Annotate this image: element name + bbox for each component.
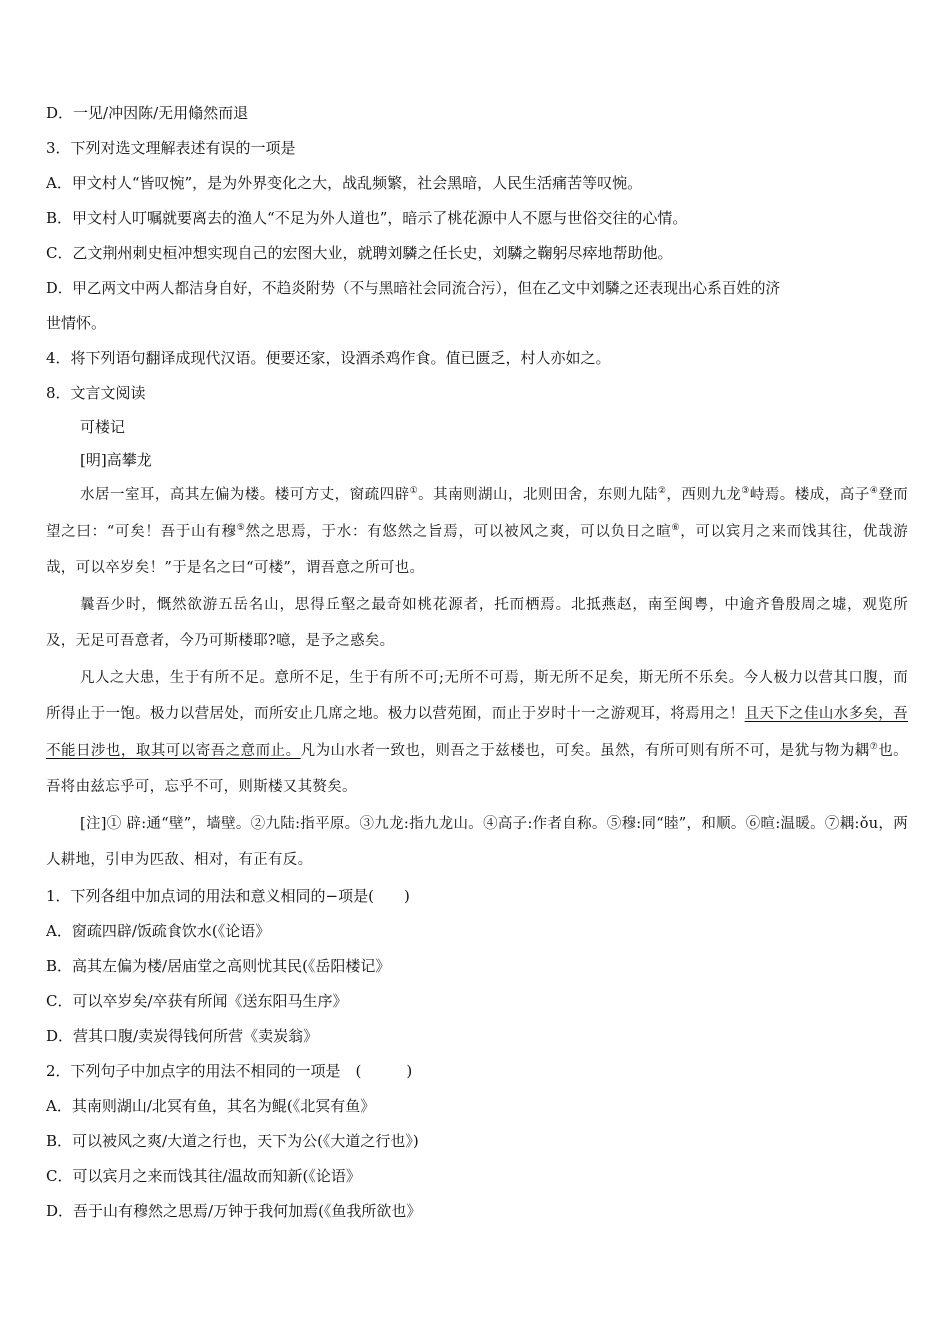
question-3-option-d-line2: 世情怀。 — [46, 314, 107, 332]
footnote-marker-4: ④ — [869, 486, 879, 497]
question-3-option-c: C．乙文荆州刺史桓冲想实现自己的宏图大业，就聘刘驎之任长史，刘驎之鞠躬尽瘁地帮助他。 — [46, 244, 673, 262]
p1-text-b: 。其南则湖山，北则田舍，东则九陆 — [418, 487, 658, 503]
question-4: 4．将下列语句翻译成现代汉语。便要还家，设酒杀鸡作食。值已匮乏，村人亦如之。 — [46, 349, 611, 367]
p1-text-a: 水居一室耳，高其左偏为楼。楼可方丈，窗疏四辟 — [80, 487, 410, 503]
p1-text-f: 然之思焉，于水：有悠然之旨焉，可以被风之爽，可以负日之暄 — [245, 523, 672, 540]
p3-text-a: 凡人之大患，生于有所不足。意所不足，生于有所不可;无所不可焉，斯无所不足矣，斯无所不乐矣。今人极力以营其口腹，而所得止于一饱。极力以营居处，而所安止几席之地。极力以营苑囿，而止于岁时十一之游观耳，将焉用之！ — [46, 669, 908, 722]
question-3-option-a: A．甲文村人“皆叹惋”，是为外界变化之大，战乱频繁，社会黑暗，人民生活痛苦等叹惋。 — [46, 174, 643, 192]
footnote-marker-7: ⑦ — [869, 741, 879, 752]
question-2-option-a: A．其南则湖山/北冥有鱼，其名为鲲(《北冥有鱼》 — [46, 1096, 376, 1115]
p1-text-g: ，可以宾月之来而饯其往，优哉游哉，可以卒岁矣！”于是名之曰“可楼”，谓吾意之所可也。 — [46, 523, 908, 576]
passage-paragraph-1 — [46, 477, 908, 587]
footnote-marker-1: ① — [409, 486, 419, 497]
footnote-marker-6: ⑥ — [671, 522, 681, 533]
document-page — [46, 96, 908, 1229]
p3-text-b: 凡为山水者一致也，则吾之于兹楼也，可矣。虽然，有所可则有所不可，是犹与物为耦 — [300, 742, 870, 759]
passage-title: 可楼记 — [80, 418, 126, 436]
footnote-marker-3: ③ — [741, 486, 750, 497]
passage-paragraph-3 — [46, 660, 908, 806]
p1-text-c: ，西则九龙 — [666, 487, 742, 503]
question-3-stem: 3．下列对选文理解表述有误的一项是 — [46, 139, 296, 157]
p1-text-d: 峙焉。楼成，高子 — [749, 487, 870, 503]
underlined-sentence: 且天下之佳山水多矣，吾不能日涉也，取其可以寄吾之意而止。 — [46, 706, 908, 759]
prev-option-d: D．一见/冲因陈/无用翛然而退 — [46, 104, 249, 122]
passage-paragraph-2: 曩吾少时，慨然欲游五岳名山，思得丘壑之最奇如桃花源者，托而栖焉。北抵燕赵，南至闽粤，中逾齐鲁殷周之墟，观览所及，无足可吾意者，今乃可斯楼耶?噫，是予之惑矣。 — [46, 596, 908, 649]
question-2-option-d: D．吾于山有穆然之思焉/万钟于我何加焉(《鱼我所欲也》 — [46, 1201, 422, 1220]
p3-text-c: 也。吾将由兹忘乎可，忘乎不可，则斯楼又其赘矣。 — [46, 742, 908, 795]
question-3-option-b: B．甲文村人叮嘱就要离去的渔人“不足为外人道也”，暗示了桃花源中人不愿与世俗交往的心情。 — [46, 209, 688, 227]
question-2-option-b: B．可以被风之爽/大道之行也，天下为公(《大道之行也》) — [46, 1131, 419, 1150]
question-1-option-c: C．可以卒岁矣/卒获有所闻《送东阳马生序》 — [46, 991, 348, 1010]
question-1-option-d: D．营其口腹/卖炭得钱何所营《卖炭翁》 — [46, 1026, 319, 1045]
question-2-stem: 2．下列句子中加点字的用法不相同的一项是 ( ) — [46, 1061, 413, 1080]
question-1-option-b: B．高其左偏为楼/居庙堂之高则忧其民(《岳阳楼记》 — [46, 956, 391, 975]
p1-text-e: 登而望之曰：“可矣！吾于山有穆 — [46, 487, 909, 540]
question-3-option-d-line1: D．甲乙两文中两人都洁身自好，不趋炎附势（不与黑暗社会同流合污），但在乙文中刘驎之还表现出心系百姓的济 — [46, 280, 781, 297]
footnote-marker-5: ⑤ — [236, 522, 246, 533]
footnote-marker-2: ② — [657, 486, 667, 497]
passage-notes: [注]① 辟:通“壁”，墙壁。②九陆:指平原。③九龙:指九龙山。④高子:作者自称。⑤穆:同“睦”，和顺。⑥暄:温暖。⑦耦:ǒu，两人耕地，引申为匹敌、相对，有正有反。 — [46, 815, 908, 868]
question-1-option-a: A．窗疏四辟/饭疏食饮水(《论语》 — [46, 921, 271, 940]
section-8-heading: 8．文言文阅读 — [46, 384, 146, 402]
question-1-stem: 1．下列各组中加点词的用法和意义相同的−项是( ) — [46, 886, 410, 905]
passage-author: [明]高攀龙 — [80, 451, 152, 469]
question-2-option-c: C．可以宾月之来而饯其往/温故而知新(《论语》 — [46, 1166, 361, 1185]
